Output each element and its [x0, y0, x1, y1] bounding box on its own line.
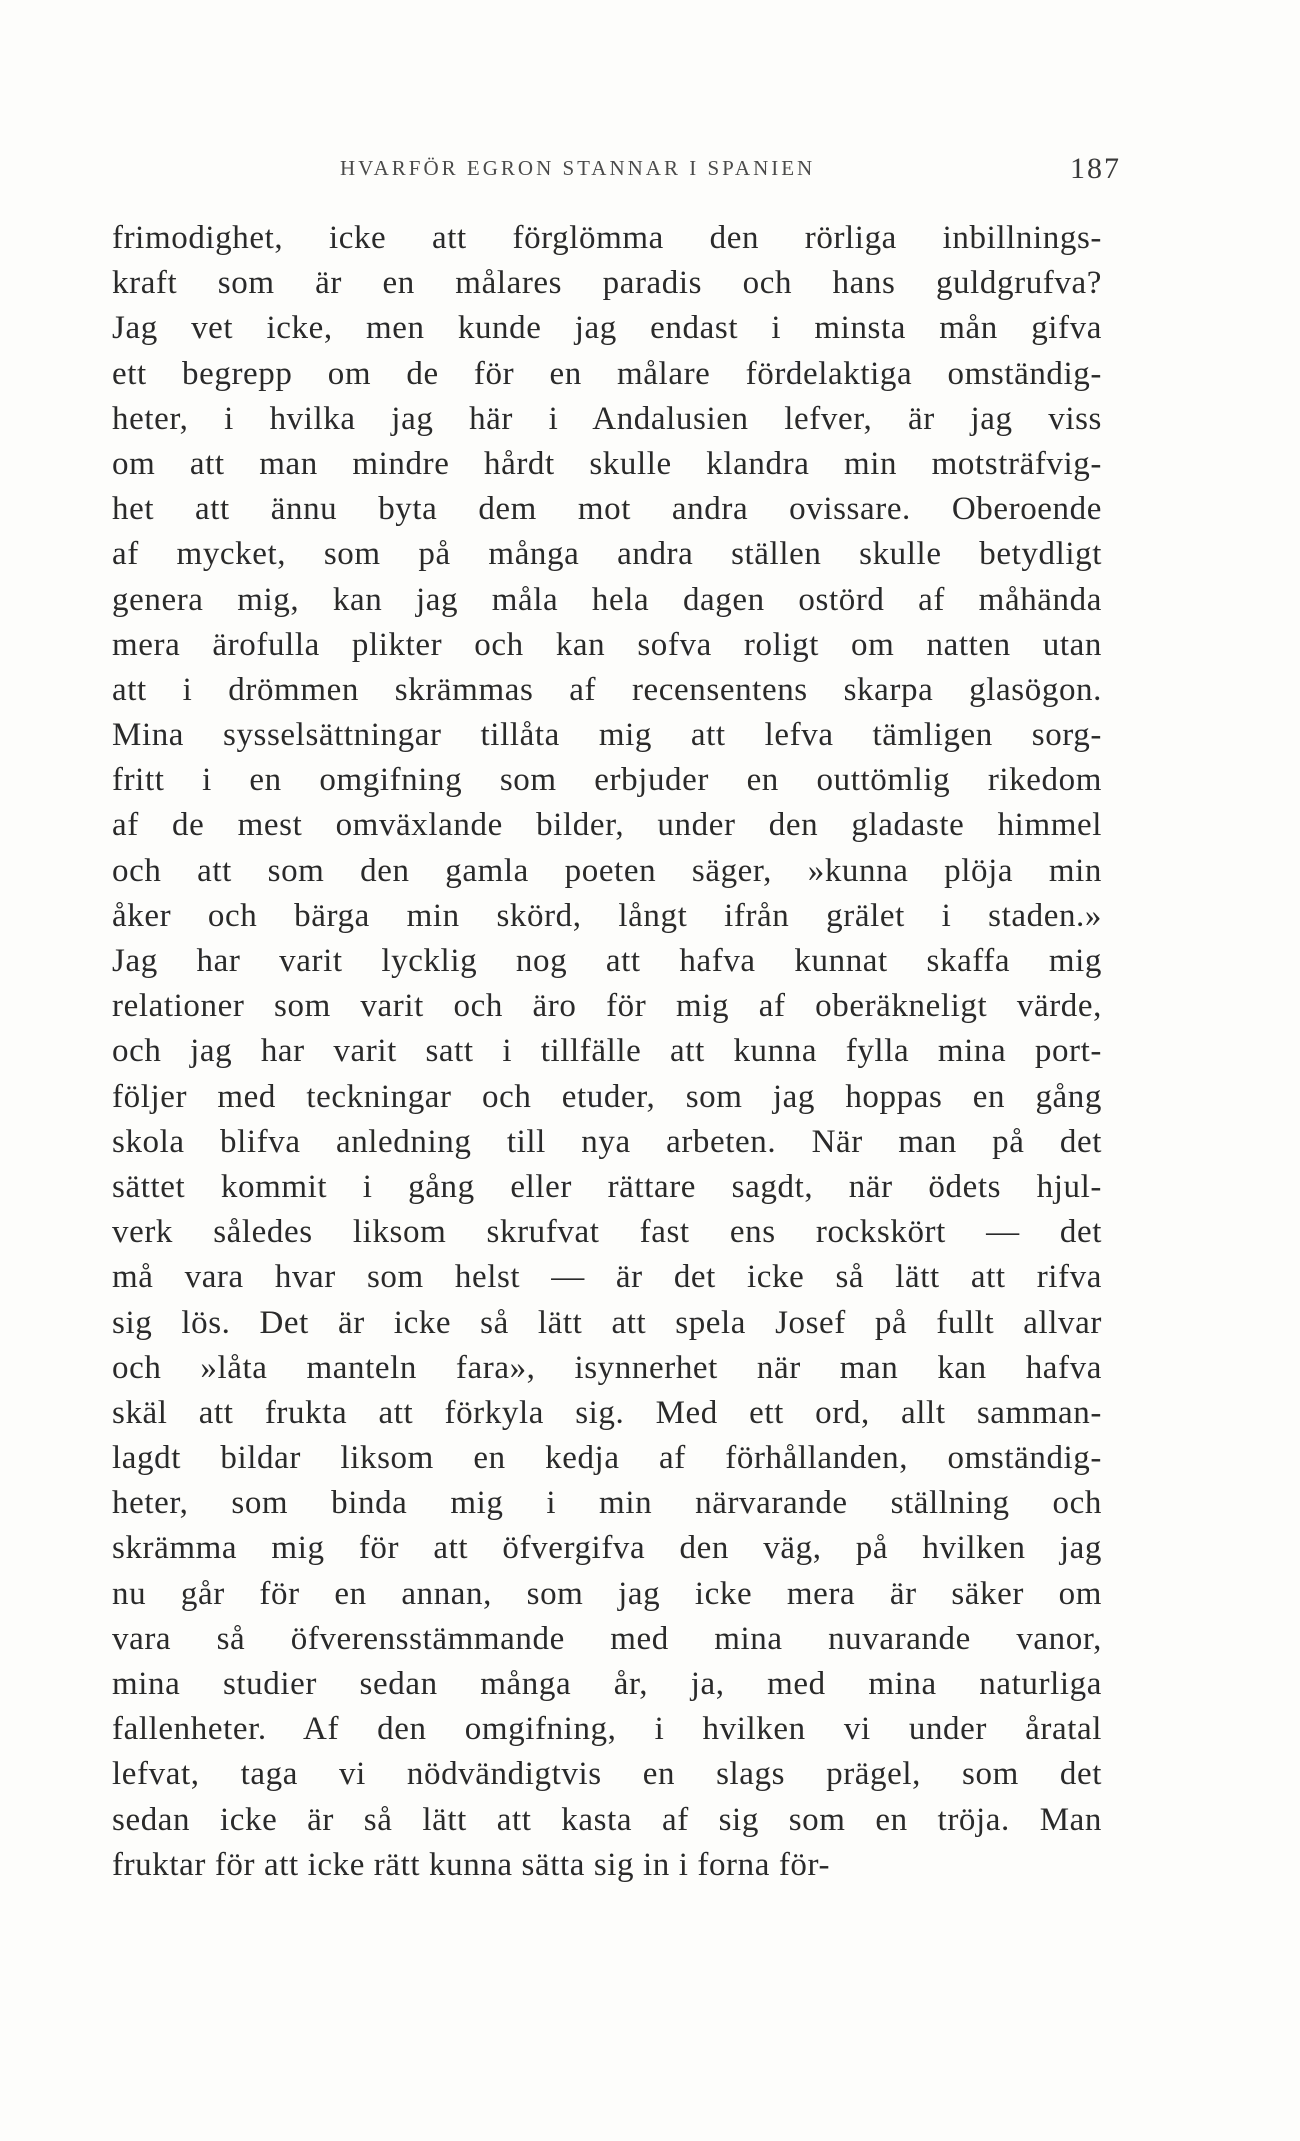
- text-line: nu går för en annan, som jag icke mera är säker om: [112, 1575, 1102, 1612]
- text-line: och »låta manteln fara», isynnerhet när man kan hafva: [112, 1349, 1102, 1386]
- text-line: mina studier sedan många år, ja, med mina naturliga: [112, 1666, 1102, 1702]
- text-line: och jag har varit satt i tillfälle att kunna fylla mina port-: [112, 1033, 1102, 1070]
- text-line: vara så öfverensstämmande med mina nuvarande vanor,: [112, 1620, 1102, 1657]
- text-line: frimodighet, icke att förglömma den rörliga inbillnings-: [112, 220, 1102, 256]
- running-header: [0, 152, 1300, 192]
- text-line: het att ännu byta dem mot andra ovissare. Oberoende: [112, 491, 1102, 528]
- text-line: skäl att frukta att förkyla sig. Med ett ord, allt samman-: [112, 1394, 1102, 1431]
- text-line: fruktar för att icke rätt kunna sätta sig in i forna för-: [112, 1846, 831, 1883]
- text-line: lefvat, taga vi nödvändigtvis en slags prägel, som det: [112, 1756, 1102, 1793]
- text-line: Jag har varit lycklig nog att hafva kunnat skaffa mig: [112, 943, 1102, 979]
- text-line: att i drömmen skrämmas af recensentens skarpa glasögon.: [112, 671, 1102, 708]
- text-line: sedan icke är så lätt att kasta af sig som en tröja. Man: [112, 1801, 1102, 1838]
- text-line: lagdt bildar liksom en kedja af förhållanden, omständig-: [112, 1440, 1102, 1477]
- text-line: må vara hvar som helst — är det icke så lätt att rifva: [112, 1259, 1102, 1296]
- text-line: fritt i en omgifning som erbjuder en outtömlig rikedom: [112, 762, 1102, 799]
- text-line: om att man mindre hårdt skulle klandra min motsträfvig-: [112, 445, 1102, 482]
- text-line: af de mest omväxlande bilder, under den gladaste himmel: [112, 807, 1102, 844]
- text-line: heter, i hvilka jag här i Andalusien lefver, är jag viss: [112, 400, 1102, 437]
- text-line: följer med teckningar och etuder, som jag hoppas en gång: [112, 1078, 1102, 1115]
- text-line: åker och bärga min skörd, långt ifrån grälet i staden.»: [112, 897, 1102, 934]
- body-text: [112, 216, 1102, 1888]
- page-number: 187: [1070, 152, 1121, 185]
- text-line: sig lös. Det är icke så lätt att spela Josef på fullt allvar: [112, 1304, 1102, 1341]
- text-line: heter, som binda mig i min närvarande ställning och: [112, 1485, 1102, 1522]
- text-line: ett begrepp om de för en målare fördelaktiga omständig-: [112, 355, 1102, 392]
- text-line: skrämma mig för att öfvergifva den väg, på hvilken jag: [112, 1530, 1102, 1567]
- running-title: HVARFÖR EGRON STANNAR I SPANIEN: [340, 156, 816, 180]
- text-line: verk således liksom skrufvat fast ens rockskört — det: [112, 1214, 1102, 1251]
- text-line: relationer som varit och äro för mig af oberäkneligt värde,: [112, 988, 1102, 1025]
- text-line: genera mig, kan jag måla hela dagen ostörd af måhända: [112, 581, 1102, 618]
- text-line: fallenheter. Af den omgifning, i hvilken vi under åratal: [112, 1711, 1102, 1748]
- text-line: och att som den gamla poeten säger, »kunna plöja min: [112, 852, 1102, 889]
- text-line: kraft som är en målares paradis och hans guldgrufva?: [112, 265, 1102, 302]
- text-line: Mina sysselsättningar tillåta mig att lefva tämligen sorg-: [112, 717, 1102, 754]
- text-line: Jag vet icke, men kunde jag endast i minsta mån gifva: [112, 310, 1102, 347]
- text-line: af mycket, som på många andra ställen skulle betydligt: [112, 536, 1102, 573]
- text-line: skola blifva anledning till nya arbeten. När man på det: [112, 1123, 1102, 1160]
- text-line: mera ärofulla plikter och kan sofva roligt om natten utan: [112, 626, 1102, 663]
- text-line: sättet kommit i gång eller rättare sagdt, när ödets hjul-: [112, 1168, 1102, 1205]
